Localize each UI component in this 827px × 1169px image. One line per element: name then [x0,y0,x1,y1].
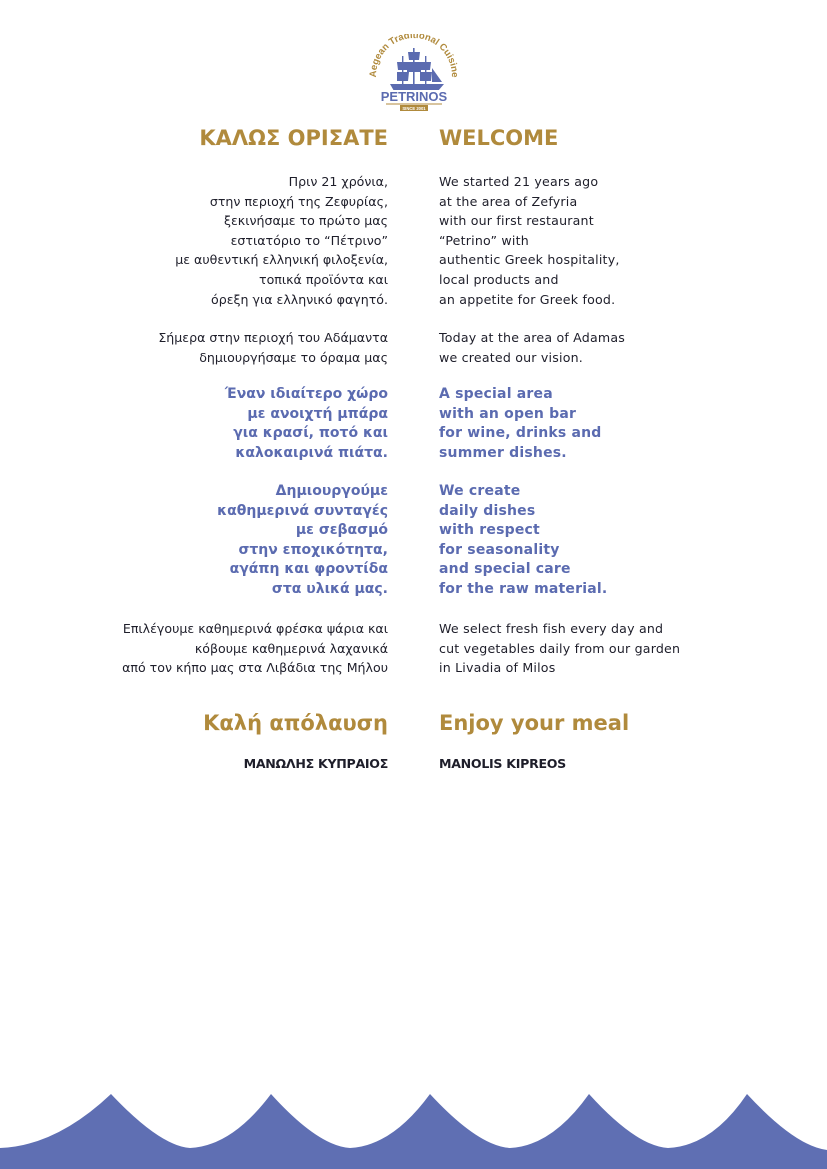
text-line: στην περιοχή της Ζεφυρίας, [209,193,388,209]
petrinos-logo [364,34,464,112]
greek-closing: Καλή απόλαυση [203,711,388,735]
text-line: for the raw material. [439,580,608,597]
text-line: daily dishes [439,502,536,519]
text-line: δημιουργήσαμε το όραμα μας [199,349,388,365]
english-paragraph-1 [439,172,620,309]
text-line: με σεβασμό [295,522,388,539]
greek-signature: ΜΑΝΩΛΗΣ ΚΥΠΡΑΙΟΣ [243,756,388,771]
text-line: We create [439,483,521,499]
text-line: A special area [439,386,553,402]
text-line: καθημερινά συνταγές [217,502,388,519]
greek-paragraph-1 [175,172,388,309]
text-line: We select fresh fish every day and [439,621,664,636]
text-line: με ανοιχτή μπάρα [247,405,388,422]
text-line: and special care [439,561,571,578]
text-line: Πριν 21 χρόνια, [288,174,388,189]
text-line: ξεκινήσαμε το πρώτο μας [223,213,388,229]
ship-icon [390,48,444,91]
english-closing: Enjoy your meal [439,711,630,735]
text-line: από τον κήπο μας στα Λιβάδια της Μήλου [122,660,388,676]
text-line: cut vegetables daily from our garden [439,640,681,656]
text-line: τοπικά προϊόντα και [258,271,388,287]
text-line: with respect [439,522,540,539]
text-line: in Livadia of Milos [439,660,556,676]
text-line: We started 21 years ago [439,174,599,189]
text-line: at the area of Zefyria [439,193,578,209]
english-paragraph-2 [439,328,625,367]
text-line: Δημιουργούμε [275,483,388,499]
greek-paragraph-3 [225,385,388,463]
greek-paragraph-4 [217,482,388,600]
text-line: we created our vision. [439,349,583,365]
text-line: εστιατόριο το “Πέτρινο” [230,232,388,248]
text-line: for wine, drinks and [439,425,602,442]
text-line: an appetite for Greek food. [439,291,616,307]
text-line: για κρασί, ποτό και [233,425,388,442]
text-line: Έναν ιδιαίτερο χώρο [224,386,388,402]
text-line: for seasonality [439,541,560,558]
waves-decoration [0,1090,827,1169]
text-line: Επιλέγουμε καθημερινά φρέσκα ψάρια και [122,621,388,636]
text-line: with an open bar [439,405,577,422]
text-line: authentic Greek hospitality, [439,252,620,268]
text-line: Σήμερα στην περιοχή του Αδάμαντα [158,330,388,345]
greek-heading: ΚΑΛΩΣ ΟΡΙΣΑΤΕ [199,126,388,150]
wave-shape [0,1094,827,1169]
greek-paragraph-2 [158,328,388,367]
english-heading: WELCOME [439,126,559,150]
text-line: Today at the area of Adamas [439,330,626,345]
text-line: local products and [439,271,559,287]
logo-tagline: Aegean Traditional Cuisine [367,34,461,78]
text-line: κόβουμε καθημερινά λαχανικά [194,640,388,656]
text-line: with our first restaurant [439,213,594,229]
text-line: με αυθεντική ελληνική φιλοξενία, [175,252,388,268]
logo-brand: PETRINOS [380,89,448,104]
text-line: στην εποχικότητα, [238,541,388,558]
text-line: summer dishes. [439,444,567,461]
english-paragraph-3 [439,385,602,463]
text-line: όρεξη για ελληνικό φαγητό. [211,291,388,307]
english-signature: MANOLIS KIPREOS [439,756,566,771]
text-line: στα υλικά μας. [271,580,388,597]
text-line: καλοκαιρινά πιάτα. [235,444,388,461]
logo-since: SINCE 2001 [402,105,426,111]
english-paragraph-4 [439,482,607,600]
greek-paragraph-5 [122,619,388,678]
english-paragraph-5 [439,619,680,678]
logo-graphic [364,34,464,112]
text-line: αγάπη και φροντίδα [229,561,388,578]
text-line: “Petrino” with [439,232,529,248]
